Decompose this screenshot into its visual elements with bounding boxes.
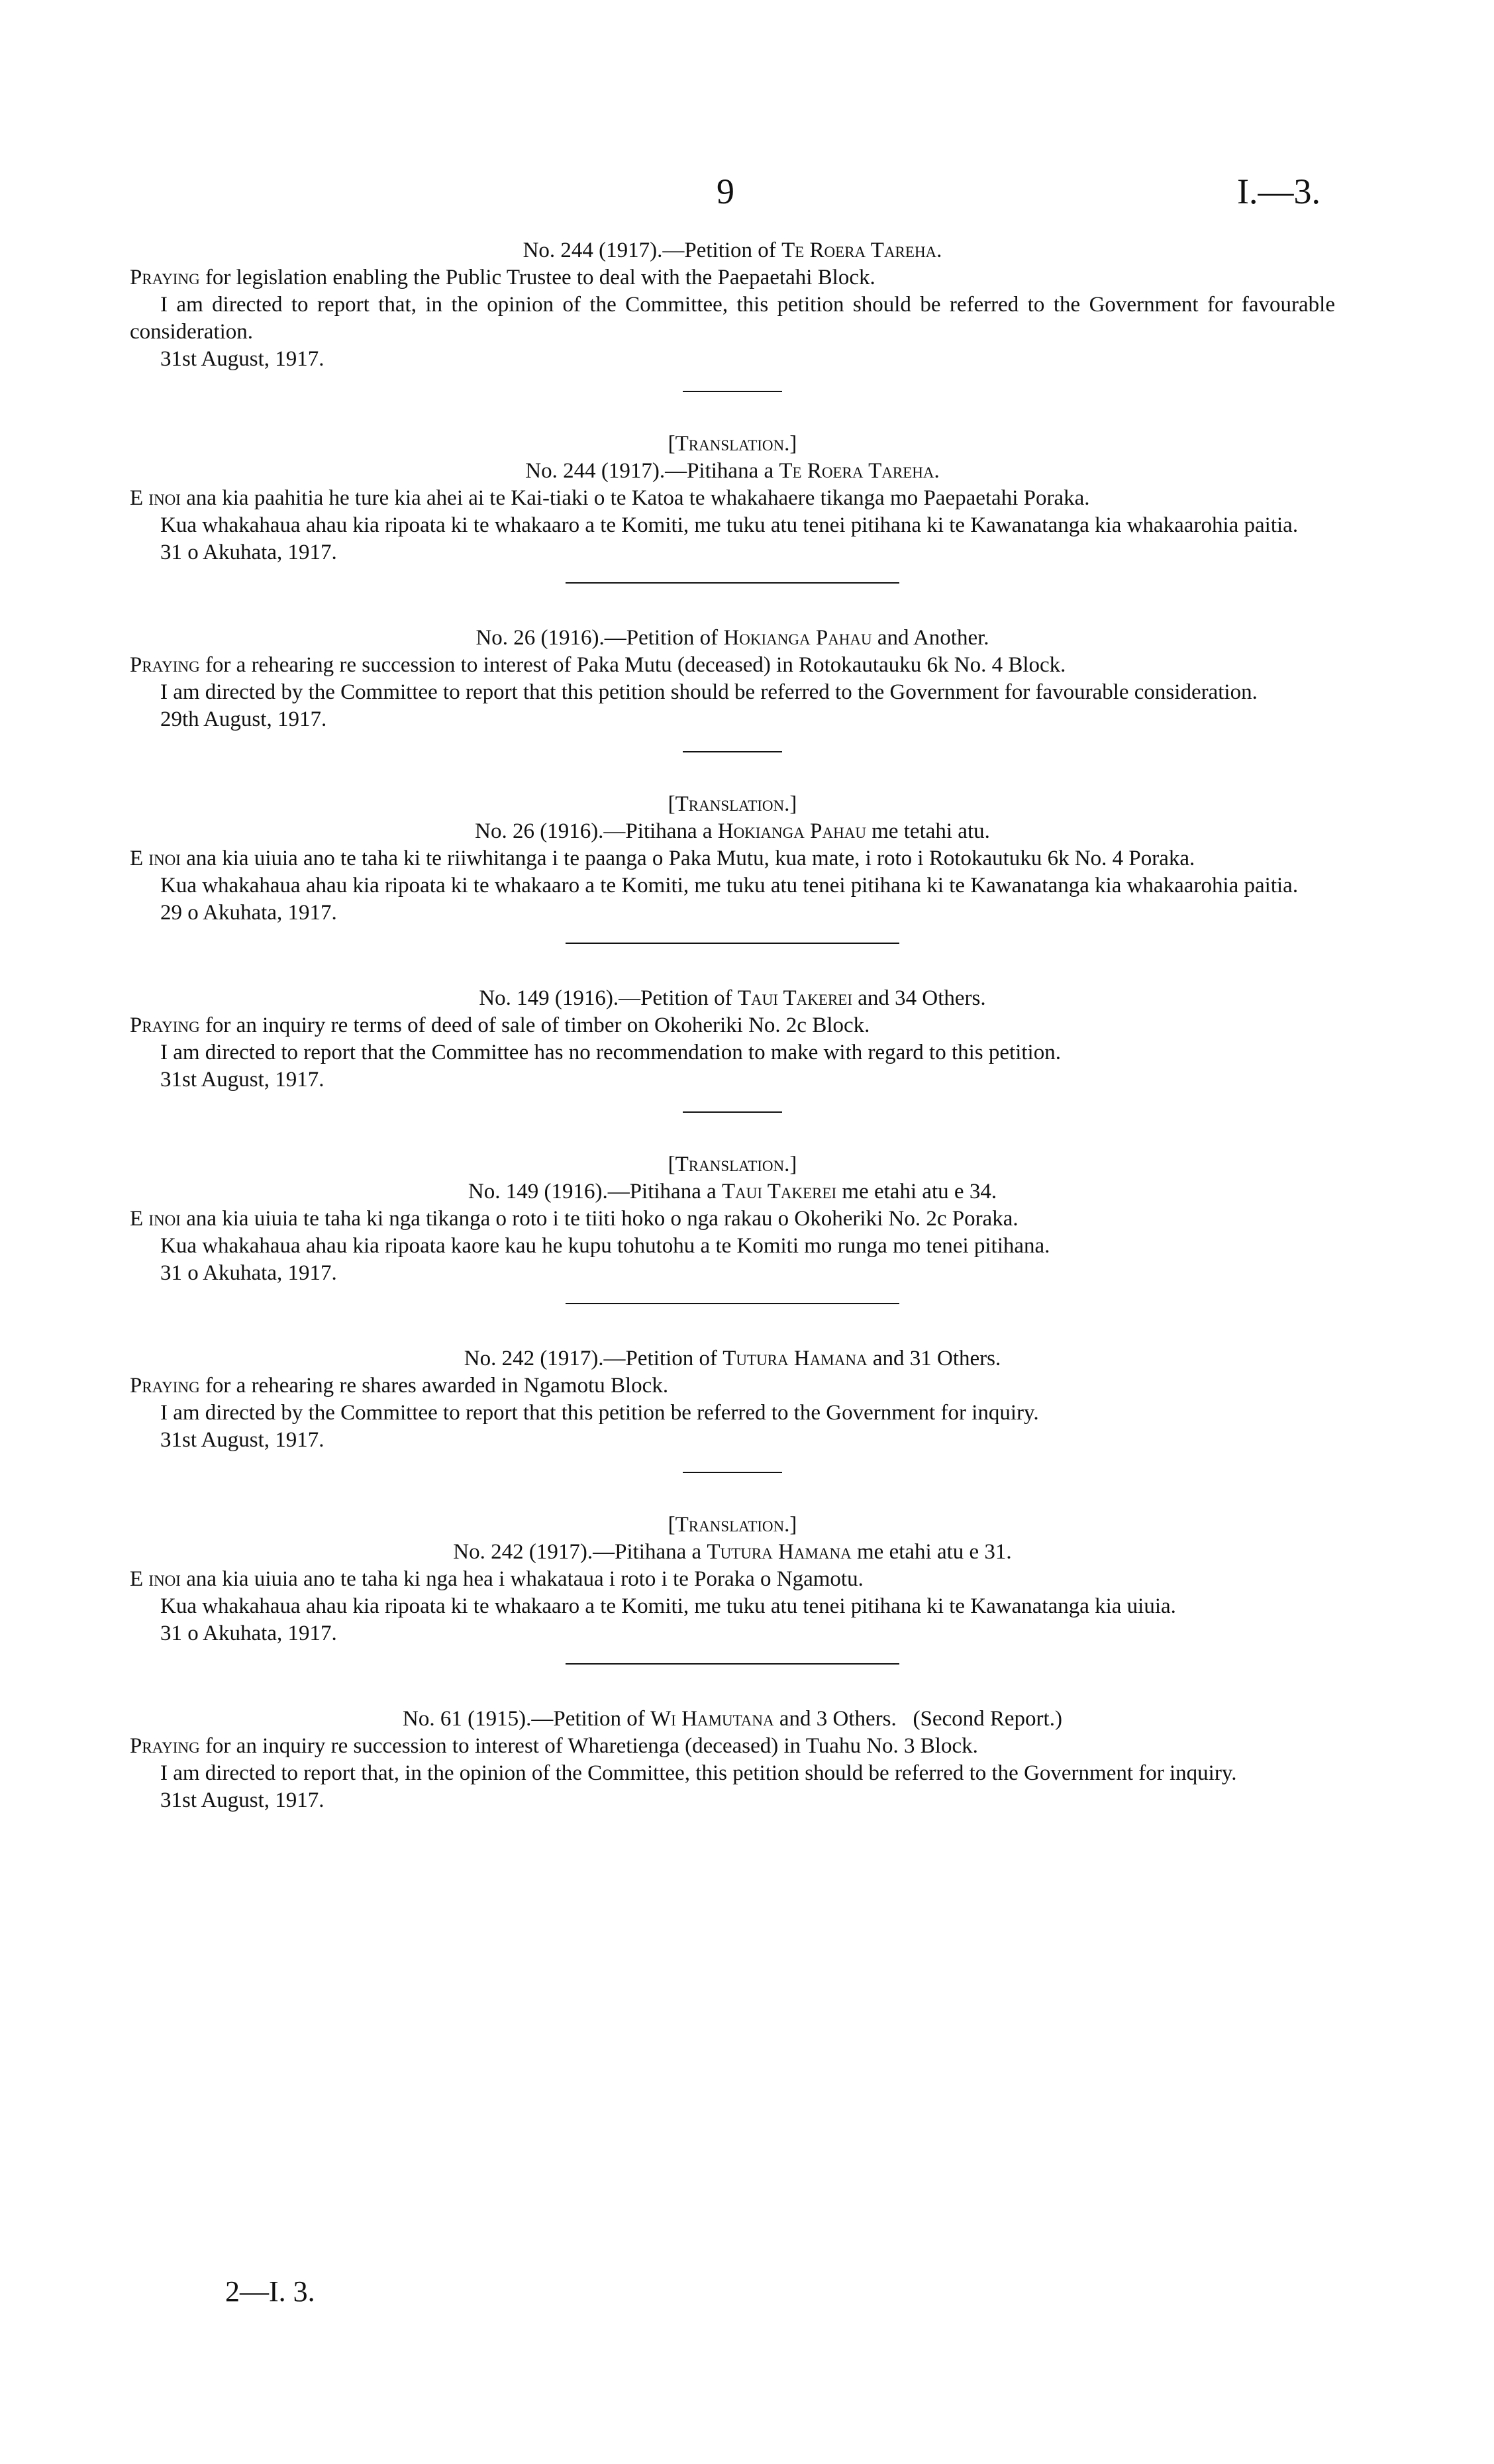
petition-heading: No. 242 (1917).—Pitihana a Tutura Hamana me etahi atu e 31.	[453, 1540, 1012, 1564]
petition-report: I am directed to report that, in the opinion of the Committee, this petition should be referred to the Government for favourable consideration.	[130, 293, 1335, 344]
petition-section	[130, 237, 1335, 373]
petition-section	[130, 985, 1335, 1094]
petition-prayer: E inoi ana kia paahitia he ture kia ahei ai te Kai-tiaki o te Katoa te whakahaere tikanga mo Paepaetahi Poraka.	[130, 486, 1090, 510]
petition-prayer: Praying for a rehearing re succession to interest of Paka Mutu (deceased) in Rotokautauku 6k No. 4 Block.	[130, 653, 1066, 677]
translation-section	[130, 1151, 1335, 1287]
petition-date: 31st August, 1917.	[160, 1068, 324, 1092]
divider	[683, 1472, 782, 1473]
signature-mark: 2—I. 3.	[225, 2275, 315, 2308]
petition-date: 31st August, 1917.	[160, 347, 324, 371]
petition-report: I am directed to report that, in the opinion of the Committee, this petition should be referred to the Government for inquiry.	[160, 1761, 1237, 1785]
petition-prayer: E inoi ana kia uiuia te taha ki nga tikanga o roto i te tiiti hoko o nga rakau o Okoheriki No. 2c Poraka.	[130, 1207, 1019, 1231]
petition-report: I am directed to report that the Committee has no recommendation to make with regard to this petition.	[160, 1041, 1061, 1064]
petition-heading: No. 244 (1917).—Pitihana a Te Roera Tareha.	[525, 459, 940, 483]
translation-label: [Translation.]	[668, 1153, 797, 1176]
translation-label: [Translation.]	[668, 792, 797, 816]
translation-label: [Translation.]	[668, 1513, 797, 1537]
petition-heading: No. 149 (1916).—Petition of Taui Takerei and 34 Others.	[479, 986, 986, 1010]
petition-date: 29 o Akuhata, 1917.	[160, 901, 337, 925]
petition-report: I am directed by the Committee to report that this petition be referred to the Government for inquiry.	[160, 1401, 1039, 1425]
petition-date: 31 o Akuhata, 1917.	[160, 540, 337, 564]
petition-prayer: E inoi ana kia uiuia ano te taha ki te riiwhitanga i te paanga o Paka Mutu, kua mate, i roto i Rotokautuku 6k No. 4 Poraka.	[130, 847, 1195, 870]
petition-date: 31st August, 1917.	[160, 1788, 324, 1812]
petition-report: Kua whakahaua ahau kia ripoata ki te whakaaro a te Komiti, me tuku atu tenei pitihana ki te Kawanatanga kia whakaarohia paitia.	[160, 513, 1299, 537]
petition-heading: No. 149 (1916).—Pitihana a Taui Takerei me etahi atu e 34.	[468, 1180, 997, 1204]
petition-date: 31 o Akuhata, 1917.	[160, 1261, 337, 1285]
page-reference: I.—3.	[1237, 172, 1320, 211]
petition-report: Kua whakahaua ahau kia ripoata ki te whakaaro a te Komiti, me tuku atu tenei pitihana ki te Kawanatanga kia whakaarohia paitia.	[160, 874, 1299, 898]
petition-section	[130, 1345, 1335, 1454]
petition-heading: No. 26 (1916).—Petition of Hokianga Pahau and Another.	[475, 626, 989, 650]
petition-prayer: Praying for legislation enabling the Public Trustee to deal with the Paepaetahi Block.	[130, 266, 875, 289]
petition-prayer: Praying for an inquiry re succession to interest of Wharetienga (deceased) in Tuahu No. 3 Block.	[130, 1734, 978, 1758]
petition-report: I am directed by the Committee to report that this petition should be referred to the Government for favourable consideration.	[160, 680, 1258, 704]
translation-section	[130, 791, 1335, 927]
page-number: 9	[717, 172, 734, 211]
petition-section	[130, 625, 1335, 733]
divider	[683, 391, 782, 392]
divider	[683, 751, 782, 752]
translation-label: [Translation.]	[668, 432, 797, 456]
petition-date: 29th August, 1917.	[160, 707, 327, 731]
petition-section	[130, 1706, 1335, 1814]
divider	[566, 1663, 899, 1665]
petition-heading: No. 26 (1916).—Pitihana a Hokianga Pahau me tetahi atu.	[475, 819, 990, 843]
divider	[566, 1303, 899, 1304]
divider	[683, 1111, 782, 1113]
petition-report: Kua whakahaua ahau kia ripoata kaore kau he kupu tohutohu a te Komiti mo runga mo tenei pitihana.	[160, 1234, 1050, 1258]
translation-section	[130, 1512, 1335, 1647]
petition-prayer: Praying for a rehearing re shares awarded in Ngamotu Block.	[130, 1374, 669, 1398]
petition-date: 31st August, 1917.	[160, 1428, 324, 1452]
translation-section	[130, 431, 1335, 566]
petition-heading: No. 61 (1915).—Petition of Wi Hamutana and 3 Others. (Second Report.)	[403, 1707, 1062, 1731]
petition-heading: No. 244 (1917).—Petition of Te Roera Tareha.	[523, 238, 942, 262]
divider	[566, 582, 899, 584]
divider	[566, 943, 899, 944]
petition-report: Kua whakahaua ahau kia ripoata ki te whakaaro a te Komiti, me tuku atu tenei pitihana ki te Kawanatanga kia uiuia.	[160, 1594, 1176, 1618]
petition-prayer: Praying for an inquiry re terms of deed of sale of timber on Okoheriki No. 2c Block.	[130, 1013, 870, 1037]
document-body	[130, 237, 1335, 1814]
petition-date: 31 o Akuhata, 1917.	[160, 1621, 337, 1645]
petition-prayer: E inoi ana kia uiuia ano te taha ki nga hea i whakataua i roto i te Poraka o Ngamotu.	[130, 1567, 864, 1591]
petition-heading: No. 242 (1917).—Petition of Tutura Hamana and 31 Others.	[464, 1347, 1001, 1370]
